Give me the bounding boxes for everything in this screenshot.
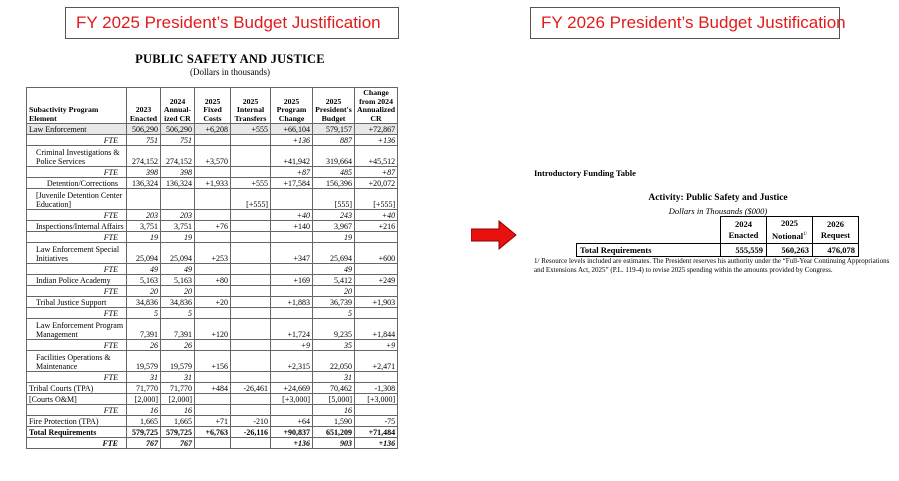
fte-row (27, 405, 398, 416)
row-cell: +90,837 (271, 427, 313, 438)
table-row (27, 383, 398, 394)
row-cell: 3,967 (313, 221, 355, 232)
row-cell (231, 297, 271, 308)
table-row (27, 275, 398, 286)
activity-subtitle: Dollars in Thousands ($000) (668, 206, 768, 216)
row-label: FTE (27, 210, 127, 221)
row-label: [Juvenile Detention Center Education] (27, 189, 127, 210)
table-row (27, 427, 398, 438)
row-cell: +1,933 (195, 178, 231, 189)
row-label: Indian Police Academy (27, 275, 127, 286)
row-cell (231, 264, 271, 275)
row-cell: +347 (271, 243, 313, 264)
row-cell: +136 (355, 135, 398, 146)
row-cell: 5,412 (313, 275, 355, 286)
row-label: FTE (27, 340, 127, 351)
row-cell: +45,512 (355, 146, 398, 167)
row-cell: +24,669 (271, 383, 313, 394)
row-cell: +136 (271, 438, 313, 449)
row-cell: 31 (161, 372, 195, 383)
row-cell: 25,094 (127, 243, 161, 264)
row-cell (231, 372, 271, 383)
row-cell (195, 189, 231, 210)
row-cell (231, 275, 271, 286)
col-year: 2026 (827, 218, 844, 229)
fy2025-header-label: FY 2025 President’s Budget Justification (65, 7, 399, 39)
row-label: FTE (27, 135, 127, 146)
row-cell (271, 372, 313, 383)
row-cell (355, 286, 398, 297)
row-cell: +1,883 (271, 297, 313, 308)
row-cell (231, 405, 271, 416)
fte-row (27, 167, 398, 178)
row-cell: 319,664 (313, 146, 355, 167)
row-label: FTE (27, 405, 127, 416)
table-row (27, 416, 398, 427)
row-cell (195, 232, 231, 243)
row-cell (231, 394, 271, 405)
row-cell: [555] (313, 189, 355, 210)
table-row (27, 394, 398, 405)
fte-row (27, 210, 398, 221)
table-row (27, 124, 398, 135)
fte-row (27, 308, 398, 319)
intro-funding-table (576, 216, 859, 257)
row-cell: 485 (313, 167, 355, 178)
col-year: 2025 (781, 218, 798, 228)
row-cell: -26,461 (231, 383, 271, 394)
row-cell: +1,844 (355, 319, 398, 340)
row-label: Tribal Justice Support (27, 297, 127, 308)
row-cell: [+3,000] (271, 394, 313, 405)
col-header: 2025 Program Change (271, 88, 313, 124)
row-cell: 49 (161, 264, 195, 275)
fy2026-header-label: FY 2026 President’s Budget Justification (530, 7, 840, 39)
row-cell (355, 308, 398, 319)
row-cell (271, 264, 313, 275)
row-cell: +87 (355, 167, 398, 178)
total-requirements-label: Total Requirements (577, 243, 721, 256)
row-cell: +20,072 (355, 178, 398, 189)
row-cell: 5 (127, 308, 161, 319)
row-cell: +249 (355, 275, 398, 286)
col-header: Subactivity Program Element (27, 88, 127, 124)
row-cell: +9 (355, 340, 398, 351)
row-cell: 3,751 (127, 221, 161, 232)
row-cell: +87 (271, 167, 313, 178)
row-label: Fire Protection (TPA) (27, 416, 127, 427)
row-cell: 136,324 (127, 178, 161, 189)
row-cell: 22,050 (313, 351, 355, 372)
row-cell: +40 (271, 210, 313, 221)
row-cell (195, 372, 231, 383)
fte-row (27, 286, 398, 297)
row-cell: 136,324 (161, 178, 195, 189)
row-cell (231, 308, 271, 319)
row-cell: 243 (313, 210, 355, 221)
row-cell: 1,665 (127, 416, 161, 427)
row-cell: 887 (313, 135, 355, 146)
row-cell (271, 286, 313, 297)
table-row (27, 178, 398, 189)
row-cell: -1,308 (355, 383, 398, 394)
row-cell (231, 438, 271, 449)
total-2026-value: 476,078 (813, 243, 859, 256)
row-cell: 751 (161, 135, 195, 146)
row-cell: 506,290 (161, 124, 195, 135)
row-cell: 19 (127, 232, 161, 243)
fte-row (27, 438, 398, 449)
row-cell: [2,000] (127, 394, 161, 405)
left-table-subtitle: (Dollars in thousands) (190, 67, 270, 77)
row-cell: -26,116 (231, 427, 271, 438)
row-cell: +2,315 (271, 351, 313, 372)
row-cell (231, 243, 271, 264)
row-cell: 5 (161, 308, 195, 319)
row-cell: +3,570 (195, 146, 231, 167)
row-cell: 20 (313, 286, 355, 297)
row-cell: 71,770 (161, 383, 195, 394)
row-cell (231, 167, 271, 178)
table-row (27, 221, 398, 232)
row-cell: 16 (313, 405, 355, 416)
row-cell (195, 135, 231, 146)
row-cell (195, 308, 231, 319)
row-cell: +169 (271, 275, 313, 286)
row-cell: +600 (355, 243, 398, 264)
col-label: Notional (771, 230, 804, 241)
row-cell (355, 372, 398, 383)
row-cell (271, 232, 313, 243)
row-cell (271, 189, 313, 210)
row-cell: 19 (313, 232, 355, 243)
row-cell: 579,725 (161, 427, 195, 438)
row-cell: 9,235 (313, 319, 355, 340)
row-cell: 398 (161, 167, 195, 178)
row-cell: 156,396 (313, 178, 355, 189)
row-cell: 31 (127, 372, 161, 383)
row-cell: -210 (231, 416, 271, 427)
row-cell: 19 (161, 232, 195, 243)
col-label: Enacted (728, 229, 759, 240)
row-cell: +1,903 (355, 297, 398, 308)
row-cell: +9 (271, 340, 313, 351)
row-cell (127, 189, 161, 210)
row-cell: 767 (127, 438, 161, 449)
row-cell (195, 340, 231, 351)
table-body (27, 124, 398, 449)
table-row (27, 319, 398, 340)
col-header: 2025 Fixed Costs (195, 88, 231, 124)
row-cell (231, 286, 271, 297)
row-cell: [+3,000] (355, 394, 398, 405)
row-cell: +216 (355, 221, 398, 232)
right-arrow-icon (471, 220, 517, 250)
row-cell: 34,836 (127, 297, 161, 308)
row-cell (195, 264, 231, 275)
row-label: FTE (27, 232, 127, 243)
row-cell: +120 (195, 319, 231, 340)
row-cell: [+555] (231, 189, 271, 210)
row-cell: 7,391 (127, 319, 161, 340)
row-label: Detention/Corrections (27, 178, 127, 189)
fte-row (27, 340, 398, 351)
row-cell (195, 286, 231, 297)
table-row (27, 351, 398, 372)
fte-row (27, 372, 398, 383)
row-cell: +156 (195, 351, 231, 372)
row-cell (355, 264, 398, 275)
row-label: Tribal Courts (TPA) (27, 383, 127, 394)
row-cell: +555 (231, 178, 271, 189)
row-cell: 1,665 (161, 416, 195, 427)
row-cell: 3,751 (161, 221, 195, 232)
row-cell (195, 438, 231, 449)
footnote-text: 1/ Resource levels included are estimates. The President reserves his authority under the “Full-Year Continuing Appropriations and Extensions Act, 2025” (P.L. 119-4) to revise 2025 spending within the amounts provided by Congress. (534, 257, 890, 274)
col-header-2025 (767, 217, 813, 244)
row-cell (231, 221, 271, 232)
row-cell: 5,163 (127, 275, 161, 286)
row-cell: 274,152 (161, 146, 195, 167)
row-cell: 398 (127, 167, 161, 178)
row-cell: 49 (127, 264, 161, 275)
col-year: 2024 (735, 218, 752, 229)
row-cell: +253 (195, 243, 231, 264)
row-cell (271, 405, 313, 416)
row-cell: +2,471 (355, 351, 398, 372)
row-cell: +555 (231, 124, 271, 135)
row-cell: +136 (271, 135, 313, 146)
row-cell: +140 (271, 221, 313, 232)
row-label: Facilities Operations & Maintenance (27, 351, 127, 372)
row-cell: 16 (161, 405, 195, 416)
row-cell: [+555] (355, 189, 398, 210)
row-cell: +17,584 (271, 178, 313, 189)
row-cell: [5,000] (313, 394, 355, 405)
row-cell (271, 308, 313, 319)
row-cell: 71,770 (127, 383, 161, 394)
row-cell: +484 (195, 383, 231, 394)
footnote-marker: 1/ (803, 232, 808, 237)
row-cell (195, 394, 231, 405)
row-cell: +71,484 (355, 427, 398, 438)
row-cell: +6,763 (195, 427, 231, 438)
row-label: FTE (27, 438, 127, 449)
row-cell (231, 232, 271, 243)
row-cell: +6,208 (195, 124, 231, 135)
row-cell: 903 (313, 438, 355, 449)
col-header-2024 (721, 217, 767, 244)
row-cell: 25,694 (313, 243, 355, 264)
row-cell: 20 (161, 286, 195, 297)
blank-header-cell (577, 217, 721, 244)
table-row (27, 243, 398, 264)
activity-title: Activity: Public Safety and Justice (648, 193, 788, 203)
col-header: 2024 Annual-ized CR (161, 88, 195, 124)
row-cell (195, 210, 231, 221)
total-2025-value: 560,263 (767, 243, 813, 256)
row-cell (231, 146, 271, 167)
row-cell: 26 (161, 340, 195, 351)
row-cell: +64 (271, 416, 313, 427)
fte-row (27, 264, 398, 275)
row-cell: 31 (313, 372, 355, 383)
row-cell: 19,579 (127, 351, 161, 372)
col-header: Change from 2024 Annualized CR (355, 88, 398, 124)
row-label: FTE (27, 167, 127, 178)
intro-funding-heading: Introductory Funding Table (534, 168, 636, 178)
row-cell: 751 (127, 135, 161, 146)
row-label: FTE (27, 264, 127, 275)
total-2024-value: 555,559 (721, 243, 767, 256)
row-label: FTE (27, 372, 127, 383)
col-header: 2025 Internal Transfers (231, 88, 271, 124)
row-cell (231, 135, 271, 146)
row-cell: 16 (127, 405, 161, 416)
row-cell: 767 (161, 438, 195, 449)
row-cell: 70,462 (313, 383, 355, 394)
row-cell: 579,157 (313, 124, 355, 135)
row-label: Law Enforcement Special Initiatives (27, 243, 127, 264)
row-cell: +41,942 (271, 146, 313, 167)
table-row (27, 189, 398, 210)
row-cell: +20 (195, 297, 231, 308)
row-label: Law Enforcement (27, 124, 127, 135)
left-table-title: PUBLIC SAFETY AND JUSTICE (135, 52, 325, 66)
row-cell (195, 167, 231, 178)
row-cell: 203 (161, 210, 195, 221)
row-cell: 26 (127, 340, 161, 351)
row-cell: 7,391 (161, 319, 195, 340)
row-cell: [2,000] (161, 394, 195, 405)
row-cell (231, 351, 271, 372)
row-cell: +40 (355, 210, 398, 221)
col-header: 2023 Enacted (127, 88, 161, 124)
row-cell: +136 (355, 438, 398, 449)
row-cell: 203 (127, 210, 161, 221)
row-cell (161, 189, 195, 210)
row-cell (355, 405, 398, 416)
row-cell: +72,867 (355, 124, 398, 135)
row-cell: 5 (313, 308, 355, 319)
fte-row (27, 232, 398, 243)
row-label: Law Enforcement Program Management (27, 319, 127, 340)
row-cell: 34,836 (161, 297, 195, 308)
row-cell: +80 (195, 275, 231, 286)
fte-row (27, 135, 398, 146)
row-label: FTE (27, 286, 127, 297)
row-cell (231, 319, 271, 340)
col-header: 2025 President's Budget (313, 88, 355, 124)
row-cell: -75 (355, 416, 398, 427)
row-cell (231, 340, 271, 351)
row-cell: 274,152 (127, 146, 161, 167)
col-header-2026 (813, 217, 859, 244)
row-cell: 651,209 (313, 427, 355, 438)
row-cell: 35 (313, 340, 355, 351)
row-cell: 1,590 (313, 416, 355, 427)
row-cell: +76 (195, 221, 231, 232)
col-label: Request (820, 229, 851, 240)
public-safety-justice-table (26, 87, 398, 449)
row-cell: 20 (127, 286, 161, 297)
row-label: Inspections/Internal Affairs (27, 221, 127, 232)
row-cell: +1,724 (271, 319, 313, 340)
table-row (27, 297, 398, 308)
row-cell: 25,094 (161, 243, 195, 264)
row-cell (355, 232, 398, 243)
row-label: FTE (27, 308, 127, 319)
table-row (27, 146, 398, 167)
row-cell: +71 (195, 416, 231, 427)
row-cell: 579,725 (127, 427, 161, 438)
row-label: [Courts O&M] (27, 394, 127, 405)
row-cell: 5,163 (161, 275, 195, 286)
row-cell: 506,290 (127, 124, 161, 135)
row-cell (231, 210, 271, 221)
row-cell: 19,579 (161, 351, 195, 372)
row-cell: +66,104 (271, 124, 313, 135)
row-cell: 49 (313, 264, 355, 275)
row-label: Criminal Investigations & Police Services (27, 146, 127, 167)
row-cell: 36,739 (313, 297, 355, 308)
row-cell (195, 405, 231, 416)
row-label: Total Requirements (27, 427, 127, 438)
